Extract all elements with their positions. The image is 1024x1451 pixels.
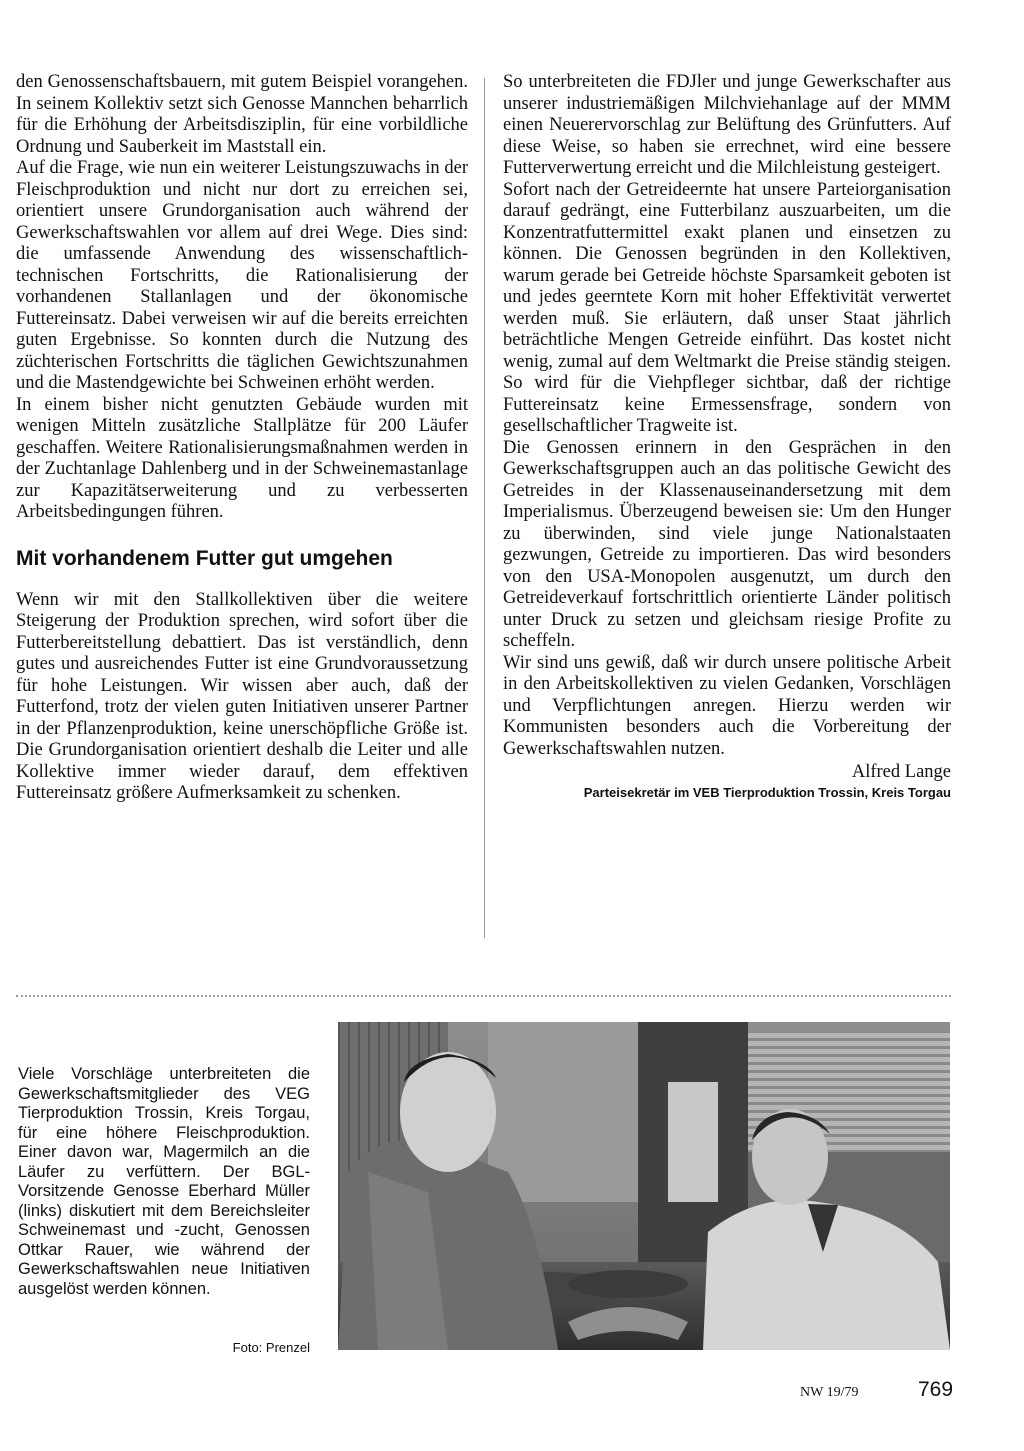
photo-caption: Viele Vorschläge unterbreiteten die Gewerkschaftsmitglieder des VEG Tierproduktion Trossin, Kreis Torgau, für eine höhere Fleischproduktion. Einer davon war, Magermilch an die Läufer zu verfüttern. Der BGL-Vorsitzende Genosse Eberhard Müller (links) diskutiert mit dem Bereichsleiter Schweinemast und -zucht, Genossen Ottkar Rauer, wie während der Gewerkschaftswahlen neue Initiativen ausgelöst werden können.: [18, 1065, 310, 1298]
section-paragraph-1: Wenn wir mit den Stallkollektiven über die weitere Steigerung der Produktion sprechen, wird sofort über die Futterbereitstellung debattiert. Das ist verständlich, denn gutes und ausreichendes Futter ist eine Grundvoraussetzung für hohe Leistungen. Wir wissen aber auch, daß der Futterfond, trotz der vielen guten Initiativen unserer Partner in der Pflanzenproduktion, keine unerschöpfliche Größe ist. Die Grundorganisation orientiert deshalb die Leiter und alle Kollektive immer wieder darauf, dem effektiven Futtereinsatz größere Aufmerksamkeit zu schenken.: [16, 589, 468, 803]
left-column: [16, 72, 468, 805]
section-divider-rule: [16, 995, 951, 997]
author-name: Alfred Lange: [851, 762, 951, 782]
right-paragraph-4: Wir sind uns gewiß, daß wir durch unsere politische Arbeit in den Arbeitskollektiven zu vielen Gedanken, Vorschlägen und Verpflichtungen anregen. Hierzu werden wir Kommunisten besonders auch die Vorbereitung der Gewerkschaftswahlen nutzen.: [503, 652, 951, 759]
section-heading: Mit vorhandenem Futter gut umgehen: [16, 546, 393, 570]
page-number: 769: [918, 1378, 954, 1401]
author-role: Parteisekretär im VEB Tierproduktion Trossin, Kreis Torgau: [583, 784, 951, 800]
photo-credit: Foto: Prenzel: [232, 1340, 310, 1355]
left-paragraph-1: den Genossenschaftsbauern, mit gutem Beispiel vorangehen. In seinem Kollektiv setzt sich Genosse Mannchen beharrlich für die Erhöhung der Arbeitsdisziplin, für eine vorbildliche Ordnung und Sauberkeit im Maststall ein.: [16, 72, 468, 157]
right-column: [503, 72, 951, 801]
column-divider: [484, 78, 485, 938]
photo-illustration: [338, 1022, 950, 1350]
right-paragraph-1: So unterbreiteten die FDJler und junge Gewerkschafter aus unserer industriemäßigen Milchviehanlage auf der MMM einen Neuerervorschlag zur Belüftung des Grünfutters. Auf diese Weise, so haben sie errechnet, wird eine bessere Futterverwertung erreicht und die Milchleistung gesteigert.: [503, 72, 951, 178]
news-photo: [338, 1022, 950, 1350]
left-paragraph-2: Auf die Frage, wie nun ein weiterer Leistungszuwachs in der Fleischproduktion und nicht nur dort zu erreichen sei, orientiert unsere Grundorganisation auch während der Gewerkschaftswahlen vor allem auf drei Wege. Dies sind: die umfassende Anwendung des wissenschaftlich-technischen Fortschritts, die Rationalisierung der vorhandenen Stallanlagen und der ökonomische Futtereinsatz. Dabei verweisen wir auf die bereits erreichten guten Ergebnisse. So konnten durch die Nutzung des züchterischen Fortschritts die täglichen Gewichtszunahmen und die Mastendgewichte bei Schweinen erhöht werden.: [16, 158, 468, 393]
journal-issue: NW 19/79: [800, 1385, 859, 1400]
right-paragraph-2: Sofort nach der Getreideernte hat unsere Parteiorganisation darauf gedrängt, eine Futterbilanz auszuarbeiten, um die Konzentratfuttermittel exakt planen und einsetzen zu können. Die Genossen begründen in den Kollektiven, warum gerade bei Getreide höchste Sparsamkeit geboten ist und jedes geerntete Korn mit hoher Effektivität verwertet werden muß. Sie erläutern, daß unser Staat jährlich beträchtliche Mengen Getreide einführt. Das kostet nicht wenig, zumal auf dem Weltmarkt die Preise ständig steigen. So wird für die Viehpfleger sichtbar, daß der richtige Futtereinsatz keine Ermessensfrage, sondern von gesellschaftlicher Tragweite ist.: [503, 179, 951, 436]
left-paragraph-3: In einem bisher nicht genutzten Gebäude wurden mit wenigen Mitteln zusätzliche Stallplätze für 200 Läufer geschaffen. Weitere Rationalisierungsmaßnahmen werden in der Zuchtanlage Dahlenberg und in der Schweinemastanlage zur Kapazitätserweiterung und zu verbesserten Arbeitsbedingungen führen.: [16, 394, 468, 522]
right-paragraph-3: Die Genossen erinnern in den Gesprächen in den Gewerkschaftsgruppen auch an das politische Gewicht des Getreides in der Klassenauseinandersetzung mit dem Imperialismus. Überzeugend beweisen sie: Um den Hunger zu überwinden, sind viele junge Nationalstaaten gezwungen, Getreide zu importieren. Das wird besonders von den USA-Monopolen ausgenutzt, um durch den Getreideverkauf fortschrittlich orientierte Länder politisch unter Druck zu setzen und gleichsam riesige Profite zu scheffeln.: [503, 437, 951, 651]
